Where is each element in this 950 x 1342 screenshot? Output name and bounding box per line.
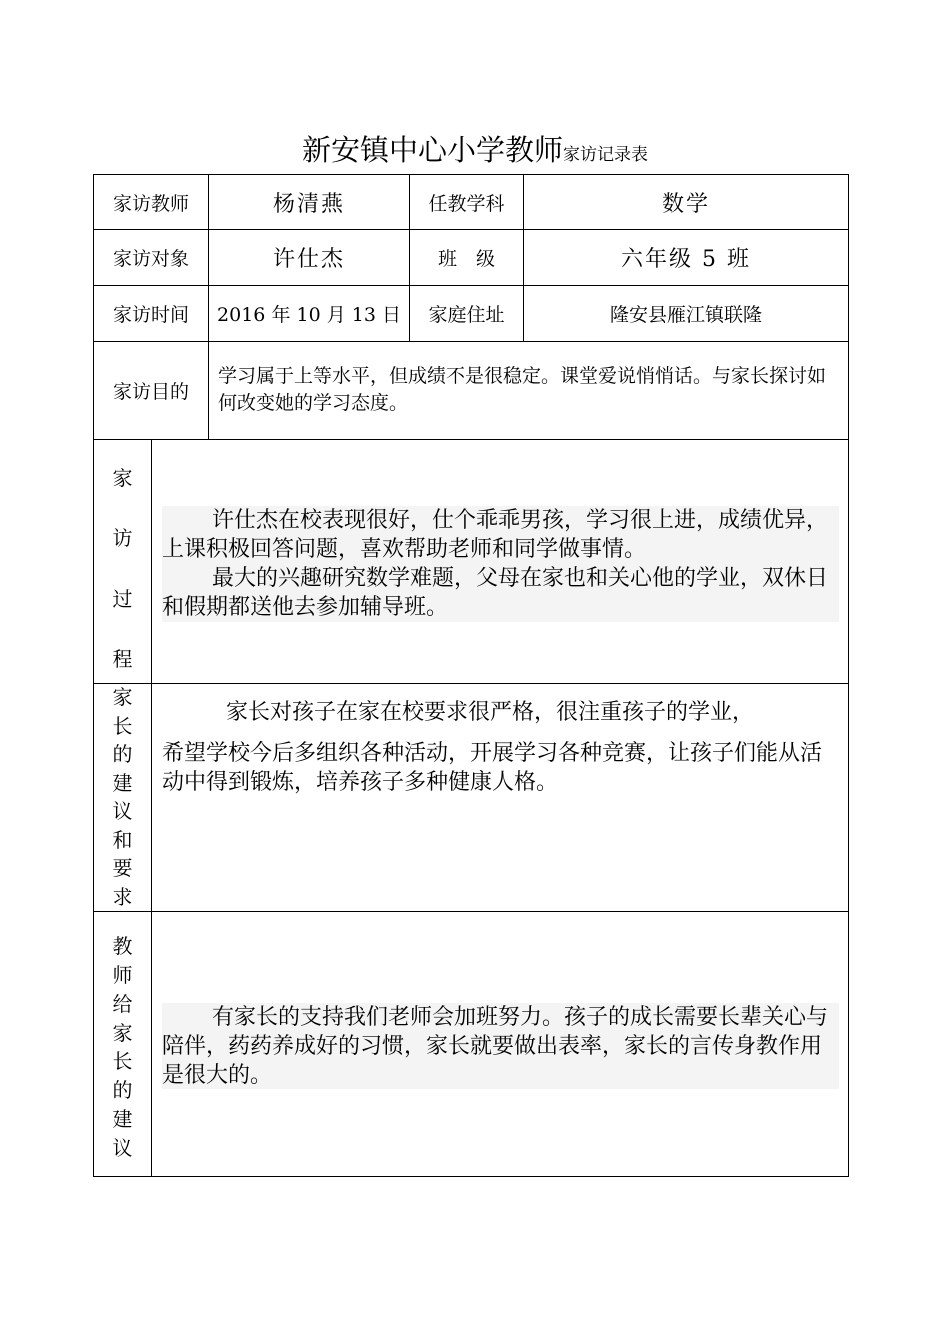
student-label: 家访对象 bbox=[112, 248, 189, 270]
class-value: 六年级 5 班 bbox=[621, 247, 751, 272]
label-char: 建 bbox=[112, 1107, 133, 1132]
address-value: 隆安县雁江镇联隆 bbox=[609, 304, 762, 326]
parent-advice-label bbox=[94, 686, 151, 908]
student-value: 许仕杰 bbox=[272, 247, 345, 272]
process-label bbox=[94, 462, 151, 672]
parent-advice-text bbox=[162, 698, 839, 808]
label-char: 程 bbox=[112, 646, 133, 671]
label-char: 和 bbox=[112, 827, 133, 852]
parent-advice-line-1: 家长对孩子在家在校要求很严格，很注重孩子的学业， bbox=[226, 700, 755, 725]
subject-value: 数学 bbox=[661, 191, 710, 217]
label-char: 家 bbox=[112, 1020, 133, 1045]
title-main: 新安镇中心小学教师 bbox=[301, 133, 563, 167]
process-text bbox=[162, 506, 839, 622]
label-char: 的 bbox=[112, 742, 133, 767]
label-char: 长 bbox=[112, 1049, 133, 1074]
label-char: 家 bbox=[112, 685, 133, 709]
label-char: 建 bbox=[112, 770, 133, 795]
label-char: 求 bbox=[112, 884, 133, 909]
time-value: 2016 年 10 月 13 日 bbox=[217, 304, 401, 326]
purpose-value: 学习属于上等水平，但成绩不是很稳定。课堂爱说悄悄话。与家长探讨如何改变她的学习态度。 bbox=[218, 365, 827, 414]
address-label: 家庭住址 bbox=[428, 304, 505, 326]
label-char: 长 bbox=[112, 713, 133, 738]
label-char: 议 bbox=[112, 1135, 133, 1160]
label-char: 给 bbox=[112, 991, 133, 1016]
label-char: 的 bbox=[112, 1078, 133, 1103]
process-para-1: 许仕杰在校表现很好，仕个乖乖男孩，学习很上进，成绩优异，上课积极回答问题，喜欢帮助老师和同学做事情。 bbox=[162, 508, 829, 562]
teacher-advice-text bbox=[162, 1003, 839, 1089]
label-char: 师 bbox=[112, 962, 133, 987]
teacher-value: 杨清燕 bbox=[272, 191, 345, 217]
teacher-advice-label bbox=[94, 934, 151, 1160]
teacher-label: 家访教师 bbox=[112, 192, 189, 215]
parent-advice-line-2: 希望学校今后多组织各种活动，开展学习各种竞赛，让孩子们能从活动中得到锻炼，培养孩子多种健康人格。 bbox=[162, 741, 823, 795]
teacher-advice-para: 有家长的支持我们老师会加班努力。孩子的成长需要长辈关心与陪伴，药药养成好的习惯，家长就要做出表率，家长的言传身教作用是很大的。 bbox=[162, 1005, 829, 1088]
title-sub: 家访记录表 bbox=[563, 145, 648, 165]
label-char: 过 bbox=[112, 586, 133, 611]
process-para-2: 最大的兴趣研究数学难题，父母在家也和关心他的学业，双休日和假期都送他去参加辅导班。 bbox=[162, 566, 829, 620]
class-label: 班 级 bbox=[437, 248, 495, 270]
label-char: 教 bbox=[112, 934, 133, 958]
purpose-label: 家访目的 bbox=[112, 381, 189, 403]
label-char: 访 bbox=[112, 526, 133, 551]
label-char: 要 bbox=[112, 856, 133, 881]
time-label: 家访时间 bbox=[112, 304, 189, 326]
label-char: 家 bbox=[112, 466, 133, 490]
form-title bbox=[0, 128, 950, 169]
subject-label: 任教学科 bbox=[428, 192, 505, 215]
label-char: 议 bbox=[112, 799, 133, 824]
